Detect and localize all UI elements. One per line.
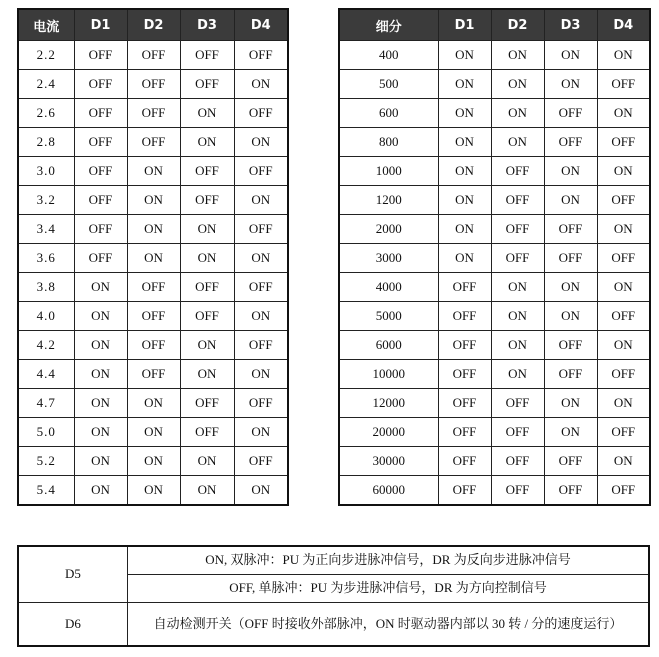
subdivision-switch-cell: ON <box>438 70 491 99</box>
current-switch-cell: ON <box>127 389 180 418</box>
table-row <box>18 70 288 99</box>
current-header-value: 电流 <box>18 9 74 41</box>
current-value-cell: 5.2 <box>18 447 74 476</box>
current-switch-cell: OFF <box>127 273 180 302</box>
subdivision-switch-cell: ON <box>438 215 491 244</box>
subdivision-switch-cell: OFF <box>438 302 491 331</box>
table-row <box>18 447 288 476</box>
subdivision-switch-cell: ON <box>438 41 491 70</box>
subdivision-switch-cell: OFF <box>438 273 491 302</box>
current-switch-cell: OFF <box>180 70 234 99</box>
subdivision-switch-cell: ON <box>544 157 597 186</box>
subdivision-switch-cell: ON <box>491 41 544 70</box>
current-switch-cell: ON <box>234 128 288 157</box>
current-switch-cell: ON <box>180 476 234 506</box>
subdivision-switch-cell: ON <box>597 447 650 476</box>
current-switch-cell: ON <box>180 447 234 476</box>
d5-off-text: OFF, 单脉冲：PU 为步进脉冲信号，DR 为方向控制信号 <box>128 574 650 602</box>
current-switch-cell: OFF <box>127 331 180 360</box>
current-switch-cell: OFF <box>234 331 288 360</box>
current-switch-cell: OFF <box>74 186 127 215</box>
subdivision-switch-cell: OFF <box>597 128 650 157</box>
current-switch-cell: ON <box>74 302 127 331</box>
current-switch-cell: OFF <box>234 273 288 302</box>
d5-on-text: ON, 双脉冲：PU 为正向步进脉冲信号，DR 为反向步进脉冲信号 <box>128 546 650 574</box>
current-switch-cell: OFF <box>180 389 234 418</box>
subdivision-switch-cell: ON <box>491 331 544 360</box>
current-switch-cell: OFF <box>234 99 288 128</box>
subdivision-header-value: 细分 <box>339 9 438 41</box>
current-switch-cell: OFF <box>180 418 234 447</box>
current-header-d3: D3 <box>180 9 234 41</box>
current-switch-cell: ON <box>127 186 180 215</box>
subdivision-switch-cell: OFF <box>544 360 597 389</box>
subdivision-table-body <box>339 41 650 506</box>
subdivision-value-cell: 30000 <box>339 447 438 476</box>
current-switch-cell: OFF <box>127 41 180 70</box>
subdivision-switch-cell: OFF <box>438 360 491 389</box>
table-row <box>339 244 650 273</box>
d6-row <box>18 602 649 646</box>
subdivision-value-cell: 600 <box>339 99 438 128</box>
current-table-body <box>18 41 288 506</box>
d5-on-row <box>18 546 649 574</box>
subdivision-table-header-row <box>339 9 650 41</box>
subdivision-value-cell: 1000 <box>339 157 438 186</box>
table-row <box>339 157 650 186</box>
subdivision-switch-cell: OFF <box>544 99 597 128</box>
current-value-cell: 2.2 <box>18 41 74 70</box>
subdivision-switch-cell: OFF <box>438 476 491 506</box>
table-row <box>18 389 288 418</box>
subdivision-switch-cell: ON <box>438 186 491 215</box>
subdivision-value-cell: 60000 <box>339 476 438 506</box>
current-switch-cell: ON <box>234 244 288 273</box>
current-switch-cell: ON <box>180 331 234 360</box>
subdivision-switch-cell: ON <box>597 41 650 70</box>
subdivision-switch-cell: ON <box>544 302 597 331</box>
subdivision-value-cell: 20000 <box>339 418 438 447</box>
subdivision-value-cell: 4000 <box>339 273 438 302</box>
current-switch-cell: OFF <box>180 273 234 302</box>
subdivision-switch-cell: OFF <box>597 244 650 273</box>
subdivision-switch-cell: OFF <box>491 157 544 186</box>
table-row <box>18 273 288 302</box>
current-switch-cell: ON <box>180 128 234 157</box>
current-value-cell: 4.2 <box>18 331 74 360</box>
table-row <box>339 99 650 128</box>
subdivision-switch-cell: OFF <box>491 418 544 447</box>
table-row <box>339 331 650 360</box>
table-row <box>339 215 650 244</box>
current-value-cell: 4.4 <box>18 360 74 389</box>
current-switch-cell: ON <box>234 70 288 99</box>
table-row <box>18 418 288 447</box>
current-switch-cell: OFF <box>74 215 127 244</box>
subdivision-setting-table <box>338 8 651 506</box>
current-switch-cell: ON <box>180 360 234 389</box>
subdivision-switch-cell: ON <box>544 70 597 99</box>
current-switch-cell: OFF <box>74 99 127 128</box>
current-switch-cell: ON <box>74 447 127 476</box>
current-switch-cell: ON <box>74 331 127 360</box>
current-value-cell: 3.6 <box>18 244 74 273</box>
table-row <box>18 360 288 389</box>
subdivision-switch-cell: ON <box>544 186 597 215</box>
current-switch-cell: OFF <box>180 157 234 186</box>
current-table-header-row <box>18 9 288 41</box>
subdivision-switch-cell: OFF <box>438 418 491 447</box>
current-value-cell: 2.8 <box>18 128 74 157</box>
subdivision-switch-cell: ON <box>438 99 491 128</box>
current-header-d1: D1 <box>74 9 127 41</box>
subdivision-header-d4: D4 <box>597 9 650 41</box>
current-switch-cell: OFF <box>234 157 288 186</box>
current-switch-cell: ON <box>74 418 127 447</box>
subdivision-switch-cell: OFF <box>597 70 650 99</box>
current-value-cell: 4.0 <box>18 302 74 331</box>
subdivision-switch-cell: ON <box>491 273 544 302</box>
subdivision-switch-cell: OFF <box>438 389 491 418</box>
subdivision-switch-cell: OFF <box>491 476 544 506</box>
subdivision-switch-cell: ON <box>438 244 491 273</box>
subdivision-switch-cell: OFF <box>597 302 650 331</box>
subdivision-switch-cell: ON <box>491 360 544 389</box>
subdivision-value-cell: 400 <box>339 41 438 70</box>
subdivision-header-d1: D1 <box>438 9 491 41</box>
d5-key: D5 <box>18 546 128 602</box>
subdivision-switch-cell: ON <box>597 99 650 128</box>
subdivision-switch-cell: ON <box>597 157 650 186</box>
subdivision-switch-cell: OFF <box>597 476 650 506</box>
subdivision-switch-cell: ON <box>597 331 650 360</box>
current-value-cell: 5.0 <box>18 418 74 447</box>
table-row <box>339 447 650 476</box>
subdivision-value-cell: 5000 <box>339 302 438 331</box>
subdivision-switch-cell: ON <box>544 41 597 70</box>
table-row <box>339 389 650 418</box>
current-switch-cell: OFF <box>234 215 288 244</box>
subdivision-switch-cell: OFF <box>438 447 491 476</box>
current-value-cell: 3.8 <box>18 273 74 302</box>
table-row <box>18 99 288 128</box>
subdivision-value-cell: 500 <box>339 70 438 99</box>
subdivision-switch-cell: ON <box>597 389 650 418</box>
subdivision-value-cell: 12000 <box>339 389 438 418</box>
current-switch-cell: ON <box>180 244 234 273</box>
table-row <box>339 41 650 70</box>
current-switch-cell: OFF <box>234 447 288 476</box>
subdivision-header-d2: D2 <box>491 9 544 41</box>
d6-text: 自动检测开关（OFF 时接收外部脉冲，ON 时驱动器内部以 30 转 / 分的速度运行） <box>128 602 650 646</box>
current-switch-cell: ON <box>180 99 234 128</box>
subdivision-switch-cell: ON <box>491 99 544 128</box>
table-row <box>339 360 650 389</box>
table-row <box>18 128 288 157</box>
table-row <box>339 70 650 99</box>
d6-key: D6 <box>18 602 128 646</box>
subdivision-value-cell: 10000 <box>339 360 438 389</box>
table-row <box>339 418 650 447</box>
subdivision-switch-cell: ON <box>597 215 650 244</box>
current-switch-cell: ON <box>234 186 288 215</box>
subdivision-header-d3: D3 <box>544 9 597 41</box>
current-switch-cell: OFF <box>180 186 234 215</box>
current-switch-cell: OFF <box>74 70 127 99</box>
subdivision-switch-cell: OFF <box>544 331 597 360</box>
current-switch-cell: ON <box>127 418 180 447</box>
dip-switch-notes-table <box>17 545 650 647</box>
current-switch-cell: OFF <box>234 389 288 418</box>
current-value-cell: 3.2 <box>18 186 74 215</box>
table-row <box>18 186 288 215</box>
current-switch-cell: ON <box>180 215 234 244</box>
current-switch-cell: OFF <box>127 99 180 128</box>
subdivision-value-cell: 6000 <box>339 331 438 360</box>
current-value-cell: 4.7 <box>18 389 74 418</box>
table-row <box>339 302 650 331</box>
current-switch-cell: OFF <box>74 244 127 273</box>
subdivision-switch-cell: OFF <box>491 389 544 418</box>
current-switch-cell: OFF <box>127 70 180 99</box>
current-value-cell: 5.4 <box>18 476 74 506</box>
table-row <box>18 302 288 331</box>
current-switch-cell: ON <box>74 273 127 302</box>
current-switch-cell: ON <box>74 360 127 389</box>
current-switch-cell: ON <box>234 418 288 447</box>
subdivision-switch-cell: ON <box>491 302 544 331</box>
current-value-cell: 3.0 <box>18 157 74 186</box>
table-row <box>18 215 288 244</box>
subdivision-switch-cell: ON <box>544 389 597 418</box>
current-switch-cell: OFF <box>180 302 234 331</box>
table-row <box>339 128 650 157</box>
table-row <box>18 244 288 273</box>
current-switch-cell: OFF <box>74 157 127 186</box>
current-header-d4: D4 <box>234 9 288 41</box>
current-switch-cell: ON <box>127 157 180 186</box>
subdivision-switch-cell: OFF <box>438 331 491 360</box>
subdivision-switch-cell: ON <box>597 273 650 302</box>
current-switch-cell: OFF <box>74 128 127 157</box>
current-switch-cell: ON <box>74 476 127 506</box>
subdivision-value-cell: 2000 <box>339 215 438 244</box>
subdivision-switch-cell: OFF <box>597 418 650 447</box>
subdivision-switch-cell: OFF <box>544 128 597 157</box>
subdivision-value-cell: 3000 <box>339 244 438 273</box>
current-value-cell: 2.4 <box>18 70 74 99</box>
subdivision-switch-cell: OFF <box>491 215 544 244</box>
table-row <box>18 41 288 70</box>
subdivision-switch-cell: ON <box>491 128 544 157</box>
current-switch-cell: OFF <box>234 41 288 70</box>
current-header-d2: D2 <box>127 9 180 41</box>
current-switch-cell: ON <box>127 447 180 476</box>
table-row <box>339 476 650 506</box>
current-switch-cell: ON <box>127 244 180 273</box>
current-switch-cell: ON <box>234 476 288 506</box>
current-setting-table <box>17 8 289 506</box>
subdivision-value-cell: 1200 <box>339 186 438 215</box>
current-switch-cell: OFF <box>127 360 180 389</box>
table-row <box>18 476 288 506</box>
current-switch-cell: ON <box>127 476 180 506</box>
current-switch-cell: ON <box>127 215 180 244</box>
subdivision-switch-cell: OFF <box>597 360 650 389</box>
subdivision-switch-cell: OFF <box>544 447 597 476</box>
current-switch-cell: OFF <box>127 128 180 157</box>
table-row <box>339 273 650 302</box>
subdivision-switch-cell: OFF <box>491 244 544 273</box>
subdivision-switch-cell: OFF <box>544 476 597 506</box>
subdivision-switch-cell: ON <box>438 157 491 186</box>
table-row <box>18 157 288 186</box>
subdivision-value-cell: 800 <box>339 128 438 157</box>
subdivision-switch-cell: OFF <box>544 244 597 273</box>
current-switch-cell: OFF <box>74 41 127 70</box>
subdivision-switch-cell: ON <box>544 418 597 447</box>
current-switch-cell: OFF <box>127 302 180 331</box>
current-switch-cell: OFF <box>180 41 234 70</box>
current-value-cell: 3.4 <box>18 215 74 244</box>
subdivision-switch-cell: ON <box>544 273 597 302</box>
current-switch-cell: ON <box>234 360 288 389</box>
table-row <box>339 186 650 215</box>
subdivision-switch-cell: ON <box>438 128 491 157</box>
current-switch-cell: ON <box>74 389 127 418</box>
subdivision-switch-cell: OFF <box>491 447 544 476</box>
subdivision-switch-cell: ON <box>491 70 544 99</box>
subdivision-switch-cell: OFF <box>544 215 597 244</box>
subdivision-switch-cell: OFF <box>491 186 544 215</box>
current-switch-cell: ON <box>234 302 288 331</box>
subdivision-switch-cell: OFF <box>597 186 650 215</box>
table-row <box>18 331 288 360</box>
current-value-cell: 2.6 <box>18 99 74 128</box>
